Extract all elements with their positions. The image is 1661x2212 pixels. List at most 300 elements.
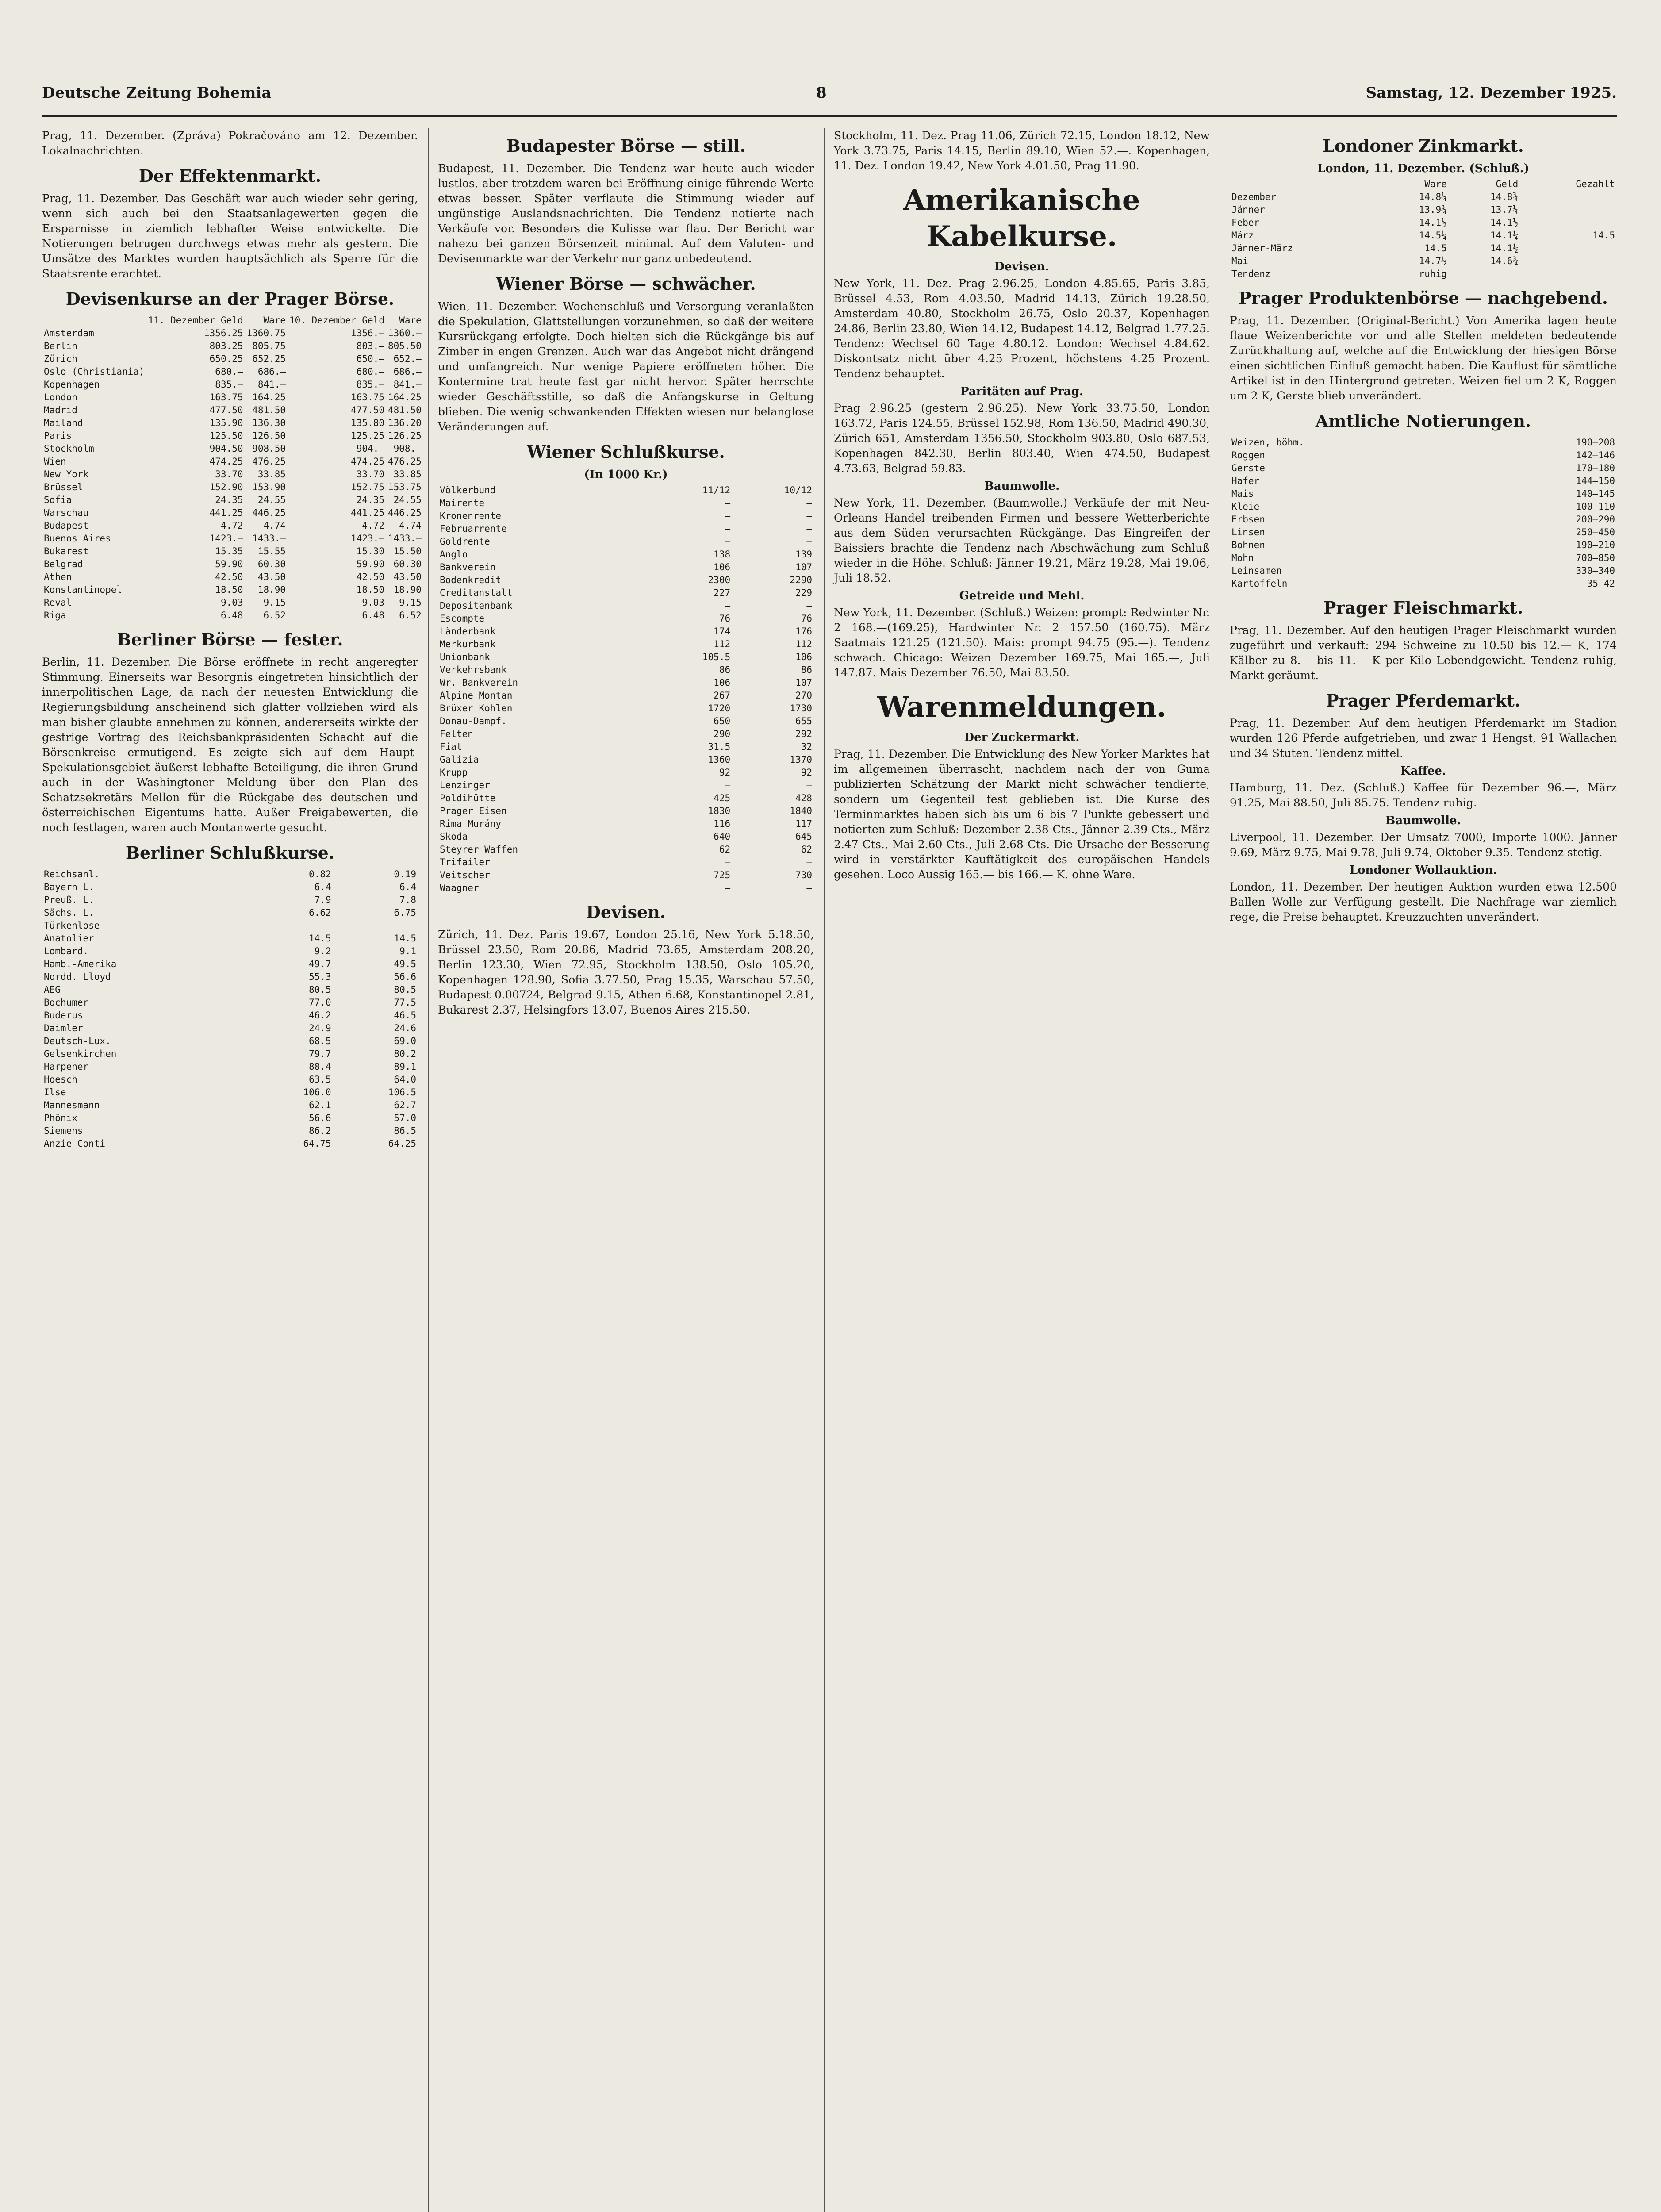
table-cell-value: 24.55 [393, 495, 422, 505]
table-row [42, 881, 418, 894]
table-row [438, 753, 814, 766]
table-cell-value: 15.35 [215, 546, 243, 557]
table-cell-value: 477.50 [351, 405, 384, 415]
table-cell-value: 474.25 [209, 456, 243, 467]
table-cell-label: Depositenbank [440, 600, 513, 611]
table-cell-label: Deutsch-Lux. [44, 1036, 111, 1046]
table-cell-value: 89.1 [394, 1061, 416, 1072]
table-cell-value: 476.25 [252, 456, 286, 467]
table-cell-value: 9.2 [314, 946, 331, 956]
table-cell-value: — [725, 600, 731, 611]
table-cell-value: ruhig [1419, 269, 1447, 279]
table-cell-value: 107 [795, 677, 812, 688]
table-cell-label: Anglo [440, 549, 468, 560]
table-cell-label: Leinsamen [1231, 565, 1282, 576]
wien-kurse-subheading: (In 1000 Kr.) [584, 468, 668, 481]
table-cell-value: 135.90 [209, 418, 243, 428]
table-cell-value: 42.50 [356, 572, 384, 582]
table-cell-value: 9.03 [220, 597, 243, 608]
zucker-text: Prag, 11. Dezember. Die Entwicklung des New Yorker Marktes hat im allgemeinen überrascht, nachdem nach der von Guma publizierten Schätzung der Markt nicht schwächer tendierte, sondern um Gegenteil fest geblieben ist. Die Kurse des Terminmarktes haben sich bis um 6 bis 7 Punkte gebessert und notierten zum Schluß: Dezember 2.38 Cts., Jänner 2.39 Cts., März 2.47 Cts., Mai 2.60 Cts., Juli 2.68 Cts. Die Ursache der Besserung wird in verstärkter Kauftätigkeit des europäischen Handels gesehen. Loco Aussig 165.— bis 166.— K. ohne Ware. [834, 748, 1210, 881]
page-number: 8 [816, 84, 827, 102]
table-cell-value: 136.30 [252, 418, 286, 428]
table-cell-value: 2300 [708, 575, 731, 585]
table-row [42, 365, 423, 378]
table-cell-value: 14.6¾ [1490, 256, 1519, 266]
table-cell-label: Donau-Dampf. [440, 716, 507, 726]
table-header-row [1230, 178, 1617, 191]
table-cell-label: Mailand [44, 418, 83, 428]
table-cell-value: 650.— [356, 353, 384, 364]
table-row [42, 1086, 418, 1099]
table-cell-value: 88.4 [309, 1061, 331, 1072]
table-cell-label: Amsterdam [44, 328, 94, 338]
table-cell-value: 15.55 [257, 546, 286, 557]
table-cell-value: 227 [714, 588, 731, 598]
table-cell-value: 69.0 [394, 1036, 416, 1046]
table-cell-value: 14.7½ [1419, 256, 1447, 266]
table-row [1230, 268, 1617, 280]
table-cell-value: 1360 [708, 754, 731, 765]
table-cell-value: 126.25 [387, 430, 422, 441]
table-row [438, 625, 814, 638]
effektenmarkt-text: Prag, 11. Dezember. Das Geschäft war auch wieder sehr gering, wenn sich auch bei den Staatsanlagewerten gegen die Ersparnisse in ziemlich lebhafter Weise entwickelte. Die Notierungen betrugen durchwegs etwas mehr als gestern. Die Umsätze des Marktes wurden hauptsächlich als Sperre für die Staatsrente erachtet. [42, 192, 418, 280]
table-row [438, 869, 814, 882]
table-cell-value: — [725, 883, 731, 893]
table-cell-value: 77.0 [309, 997, 331, 1008]
berlin-heading: Berliner Börse — fester. [117, 630, 343, 649]
table-cell-value: 803.25 [209, 341, 243, 351]
table-cell-value: 904.50 [209, 443, 243, 454]
table-cell-label: Reval [44, 597, 72, 608]
table-row [438, 715, 814, 728]
table-cell-label: Daimler [44, 1023, 83, 1033]
table-row [42, 1035, 418, 1048]
table-cell-label: Berlin [44, 341, 77, 351]
table-row [438, 548, 814, 561]
column-4 [1230, 128, 1617, 2212]
table-row [42, 1125, 418, 1137]
table-row [42, 1073, 418, 1086]
table-cell-value: 86.5 [394, 1125, 416, 1136]
table-cell-value: 64.75 [303, 1138, 331, 1149]
table-row [42, 596, 423, 609]
budapest-heading: Budapester Börse — still. [506, 136, 746, 156]
table-row [438, 638, 814, 651]
waren-heading: Warenmeldungen. [877, 691, 1166, 724]
table-cell-label: Februarrente [440, 523, 507, 534]
table-row [42, 894, 418, 906]
table-cell-value: 59.90 [215, 559, 243, 569]
table-cell-value: 292 [795, 729, 812, 739]
table-cell-value: 140—145 [1576, 488, 1615, 499]
table-cell-value: 645 [795, 831, 812, 842]
table-row [42, 958, 418, 971]
table-cell-value: 62.1 [309, 1100, 331, 1110]
table-cell-value [1449, 268, 1520, 280]
table-cell-value: 270 [795, 690, 812, 701]
produkten-text: Prag, 11. Dezember. (Original-Bericht.) Von Amerika lagen heute flaue Weizenberichte vor und alle Stellen meldeten bedeutende Zurückhaltung auf, welche auf die Entwicklung der hiesigen Börse einen sichtlichen Einfluß gemacht haben. Die Kauflust für sämtliche Artikel ist in den Hintergrund getreten. Weizen fiel um 2 K, Roggen um 2 K, Gerste blieb unverändert. [1230, 314, 1617, 402]
table-cell-label: Gerste [1231, 463, 1265, 473]
table-row [438, 497, 814, 510]
table-cell-value: 229 [795, 588, 812, 598]
table-cell-value: — [806, 523, 812, 534]
table-cell-label: Merkurbank [440, 639, 496, 649]
table-cell-label: Skoda [440, 831, 468, 842]
table-row [438, 651, 814, 664]
table-cell-value: 136.20 [387, 418, 422, 428]
table-cell-label: Mais [1231, 488, 1254, 499]
table-cell-value: 174 [714, 626, 731, 637]
table-row [42, 996, 418, 1009]
table-cell-label: Anatolier [44, 933, 94, 944]
stockholm-text: Stockholm, 11. Dez. Prag 11.06, Zürich 72.15, London 18.12, New York 3.73.75, Paris 14.15, Berlin 89.10, Wien 52.—. Kopenhagen, 11. Dez. London 19.42, New York 4.01.50, Prag 11.90. [834, 129, 1210, 172]
table-header-cell: 10. Dezember Geld [289, 315, 384, 326]
table-cell-value: 441.25 [351, 507, 384, 518]
wolle-text: London, 11. Dezember. Der heutigen Auktion wurden etwa 12.500 Ballen Wolle zur Verfügung gestellt. Die Nachfrage war ziemlich rege, die Preise behauptet. Kreuzzuchten unverändert. [1230, 880, 1617, 923]
table-cell-value: 6.62 [309, 907, 331, 918]
table-cell-value: 1356.25 [204, 328, 243, 338]
fleisch-heading: Prager Fleischmarkt. [1323, 598, 1523, 618]
table-cell-label: Athen [44, 572, 72, 582]
table-cell-label: Lenzinger [440, 780, 490, 791]
table-cell-label: Verkehrsbank [440, 664, 507, 675]
table-cell-value: 42.50 [215, 572, 243, 582]
devisen-text: New York, 11. Dez. Prag 2.96.25, London 4.85.65, Paris 3.85, Brüssel 4.53, Rom 4.03.50, Madrid 14.13, Zürich 19.28.50, Amsterdam 40.80, Stockholm 26.75, Oslo 20.37, Kopenhagen 24.86, Berlin 23.80, Wien 14.12, Budapest 14.12, Belgrad 1.77.25. Tendenz: Wechsel 60 Tage 4.80.12. London: Wechsel 4.84.62. Diskontsatz nicht über 4.25 Prozent, höchstens 4.25 Prozent. Tendenz behauptet. [834, 277, 1210, 380]
table-row [42, 455, 423, 468]
table-row [42, 417, 423, 430]
table-cell-value: 46.2 [309, 1010, 331, 1021]
table-row [1230, 449, 1617, 462]
table-cell-label: Paris [44, 430, 72, 441]
table-row [438, 664, 814, 676]
table-cell-label: Bodenkredit [440, 575, 502, 585]
table-cell-value: 163.75 [209, 392, 243, 403]
table-cell-label: Gelsenkirchen [44, 1048, 117, 1059]
table-cell-value: 1356.— [351, 328, 384, 338]
baumwolle-subheading: Baumwolle. [1385, 814, 1461, 827]
table-row [42, 545, 423, 558]
table-row [438, 792, 814, 805]
table-cell-label: Völkerbund [440, 485, 496, 495]
table-cell-value: 63.5 [309, 1074, 331, 1085]
table-cell-value: 14.5¼ [1419, 230, 1447, 241]
table-cell-value: 18.90 [393, 584, 422, 595]
table-cell-value: 700—850 [1576, 553, 1615, 563]
table-row [1230, 577, 1617, 590]
table-cell-value: 835.— [215, 379, 243, 390]
table-cell-value: 31.5 [708, 741, 731, 752]
table-row [1230, 436, 1617, 449]
table-cell-label: Stockholm [44, 443, 94, 454]
table-cell-value: 446.25 [252, 507, 286, 518]
table-header-cell [42, 314, 146, 327]
table-row [438, 561, 814, 574]
table-row [42, 391, 423, 404]
table-cell-value: 908.50 [252, 443, 286, 454]
table-cell-value: 652.25 [252, 353, 286, 364]
table-cell-label: Buderus [44, 1010, 83, 1021]
table-row [42, 327, 423, 340]
table-cell-label: Bohnen [1231, 540, 1265, 550]
table-cell-value [1520, 268, 1617, 280]
table-row [42, 932, 418, 945]
table-cell-value: 80.2 [394, 1048, 416, 1059]
table-cell-value [1520, 204, 1617, 216]
table-row [42, 609, 423, 622]
baumwolle-subheading: Baumwolle. [984, 480, 1060, 493]
table-row [438, 702, 814, 715]
table-row [42, 507, 423, 519]
table-cell-label: Weizen, böhm. [1231, 437, 1304, 448]
table-cell-value: 1433.— [387, 533, 422, 544]
zucker-subheading: Der Zuckermarkt. [964, 731, 1080, 744]
table-cell-value: 14.8¾ [1490, 192, 1519, 202]
wien-text: Wien, 11. Dezember. Wochenschluß und Versorgung veranlaßten die Spekulation, Glattstellungen vorzunehmen, so daß der weitere Kursrückgang erfolgte. Doch hielten sich die Rückgänge bis auf Zimber in engen Grenzen. Auch war das Angebot nicht drängend und umfangreich. Nur wenige Papiere eröffneten höher. Die Kontermine trat heute fast gar nicht hervor. Später herrschte wieder Geschäftsstille, so daß die Anfangskurse in Geltung blieben. Die wenig schwankenden Effekten wiesen nur belanglose Veränderungen auf. [438, 300, 814, 433]
table-cell-value: 14.5 [394, 933, 416, 944]
table-row [42, 558, 423, 571]
table-cell-value: 64.25 [388, 1138, 416, 1149]
table-cell-value: 425 [714, 793, 731, 803]
table-cell-value: 1423.— [209, 533, 243, 544]
table-cell-value: 474.25 [351, 456, 384, 467]
table-cell-value: 24.35 [356, 495, 384, 505]
table-cell-value: 13.9¾ [1419, 204, 1447, 215]
table-row [438, 779, 814, 792]
pferde-text: Prag, 11. Dezember. Auf dem heutigen Pferdemarkt im Stadion wurden 126 Pferde aufgetrieben, und zwar 1 Hengst, 91 Wallachen und 34 Stuten. Tendenz mittel. [1230, 717, 1617, 760]
table-cell-label: März [1231, 230, 1254, 241]
table-row [42, 868, 418, 881]
table-row [1230, 552, 1617, 565]
table-row [42, 340, 423, 353]
table-cell-value: 686.— [393, 366, 422, 377]
table-cell-value: 14.1½ [1490, 217, 1519, 228]
table-cell-label: Jänner [1231, 204, 1265, 215]
table-row [438, 766, 814, 779]
table-cell-value: 68.5 [309, 1036, 331, 1046]
wien-kurse-heading: Wiener Schlußkurse. [527, 442, 725, 462]
table-cell-label: Wr. Bankverein [440, 677, 518, 688]
table-cell-value: 57.0 [394, 1113, 416, 1123]
table-cell-label: Galizia [440, 754, 479, 765]
table-cell-label: New York [44, 469, 89, 480]
table-cell-value: 112 [795, 639, 812, 649]
table-row [1230, 242, 1617, 255]
table-header-cell: Ware [1424, 179, 1447, 189]
table-cell-value: 190—210 [1576, 540, 1615, 550]
table-cell-label: Madrid [44, 405, 77, 415]
table-cell-value: 18.50 [215, 584, 243, 595]
table-row [438, 599, 814, 612]
table-cell-label: Linsen [1231, 527, 1265, 538]
devisen-table-heading: Devisenkurse an der Prager Börse. [65, 289, 395, 309]
london-table [1230, 178, 1617, 280]
table-cell-value: 138 [714, 549, 731, 560]
table-row [438, 728, 814, 741]
table-cell-value: 441.25 [209, 507, 243, 518]
kaffee-text: Hamburg, 11. Dez. (Schluß.) Kaffee für Dezember 96.—, März 91.25, Mai 88.50, Juli 85.75. Tendenz ruhig. [1230, 781, 1617, 809]
table-row [438, 741, 814, 753]
table-row [438, 882, 814, 895]
table-cell-label: Mairente [440, 498, 485, 508]
fleisch-text: Prag, 11. Dezember. Auf den heutigen Prager Fleischmarkt wurden zugeführt und verkauft: 294 Schweine zu 10.50 bis 12.— K, 174 Kälber zu 8.— bis 11.— K per Kilo Lebendgewicht. Tendenz ruhig, Markt geräumt. [1230, 624, 1617, 682]
table-cell-value: 92 [719, 767, 731, 778]
table-cell-value: 49.5 [394, 959, 416, 969]
page-header [42, 84, 1617, 115]
table-cell-value: 35—42 [1587, 578, 1615, 589]
table-cell-label: Türkenlose [44, 920, 100, 931]
table-row [438, 574, 814, 587]
table-row [42, 1112, 418, 1125]
table-cell-value: 24.35 [215, 495, 243, 505]
table-cell-value: 18.90 [257, 584, 286, 595]
table-cell-value: 9.15 [399, 597, 422, 608]
table-cell-label: Waagner [440, 883, 479, 893]
table-cell-value: 46.5 [394, 1010, 416, 1021]
table-cell-value: 15.30 [356, 546, 384, 557]
table-cell-label: Anzie Conti [44, 1138, 106, 1149]
table-header-cell: Ware [399, 315, 422, 326]
table-cell-value: 730 [795, 870, 812, 880]
table-cell-value: 190—208 [1576, 437, 1615, 448]
table-cell-value: 0.82 [309, 869, 331, 879]
table-cell-label: Mannesmann [44, 1100, 100, 1110]
table-cell-value: — [806, 883, 812, 893]
table-cell-value: 126.50 [252, 430, 286, 441]
amtliche-heading: Amtliche Notierungen. [1315, 411, 1531, 431]
table-cell-label: Alpine Montan [440, 690, 513, 701]
table-cell-label: Belgrad [44, 559, 83, 569]
london-heading: Londoner Zinkmarkt. [1323, 136, 1524, 156]
table-header-cell: Ware [263, 315, 286, 326]
table-cell-label: Kronenrente [440, 511, 502, 521]
table-cell-value: 163.75 [351, 392, 384, 403]
table-cell-value: 125.50 [209, 430, 243, 441]
table-row [42, 378, 423, 391]
table-row [42, 1137, 418, 1150]
table-cell-value: 650 [714, 716, 731, 726]
table-cell-label: Bankverein [440, 562, 496, 572]
column-3 [834, 128, 1210, 2212]
table-cell-value: 106.5 [388, 1087, 416, 1098]
table-cell-value: 49.7 [309, 959, 331, 969]
table-cell-value: — [725, 523, 731, 534]
table-cell-value: 4.72 [362, 520, 384, 531]
table-cell-label: Sofia [44, 495, 72, 505]
table-cell-value: 79.7 [309, 1048, 331, 1059]
table-cell-value: 805.75 [252, 341, 286, 351]
table-cell-value: 9.03 [362, 597, 384, 608]
table-row [42, 532, 423, 545]
table-cell-value: 9.15 [263, 597, 286, 608]
table-cell-label: Reichsanl. [44, 869, 100, 879]
table-cell-value: 841.— [257, 379, 286, 390]
table-cell-value: — [806, 600, 812, 611]
table-cell-value: 164.25 [387, 392, 422, 403]
table-header-cell: Gezahlt [1576, 179, 1615, 189]
table-cell-value: 62 [719, 844, 731, 855]
table-row [438, 805, 814, 818]
table-cell-value: 125.25 [351, 430, 384, 441]
table-cell-value: 10/12 [784, 485, 812, 495]
table-cell-value: 152.90 [209, 482, 243, 492]
table-cell-value: 32 [801, 741, 812, 752]
table-row [438, 856, 814, 869]
table-cell-value: 112 [714, 639, 731, 649]
table-row [42, 919, 418, 932]
table-row [42, 1009, 418, 1022]
table-cell-value: 6.4 [399, 882, 416, 892]
table-row [42, 971, 418, 983]
table-cell-value: 200—290 [1576, 514, 1615, 525]
devisen-table [42, 314, 423, 622]
table-cell-label: Mohn [1231, 553, 1254, 563]
table-cell-value: 428 [795, 793, 812, 803]
issue-date: Samstag, 12. Dezember 1925. [1366, 84, 1617, 102]
table-cell-value: 290 [714, 729, 731, 739]
table-row [1230, 565, 1617, 577]
table-cell-label: Creditanstalt [440, 588, 513, 598]
table-cell-value: 908.— [393, 443, 422, 454]
table-cell-label: Bukarest [44, 546, 89, 557]
table-cell-value: 76 [801, 613, 812, 624]
table-row [1230, 526, 1617, 539]
table-cell-value: 250—450 [1576, 527, 1615, 538]
table-cell-value: 86.2 [309, 1125, 331, 1136]
table-cell-value: 107 [795, 562, 812, 572]
table-cell-label: Nordd. Lloyd [44, 972, 111, 982]
table-row [1230, 513, 1617, 526]
table-cell-value: 18.50 [356, 584, 384, 595]
table-cell-value: — [326, 920, 331, 931]
table-cell-value: 7.9 [314, 895, 331, 905]
table-cell-value: 14.8¼ [1419, 192, 1447, 202]
table-row [438, 484, 814, 497]
table-cell-value: 680.— [215, 366, 243, 377]
newspaper-page [42, 66, 1617, 2212]
table-cell-value: 13.7¼ [1490, 204, 1519, 215]
table-cell-label: Trifailer [440, 857, 490, 868]
table-header-cell [1230, 178, 1377, 191]
table-row [42, 404, 423, 417]
wolle-subheading: Londoner Wollauktion. [1349, 864, 1497, 877]
table-cell-value: 33.70 [356, 469, 384, 480]
table-cell-value: 15.50 [393, 546, 422, 557]
table-cell-value: 6.75 [394, 907, 416, 918]
table-cell-value: 55.3 [309, 972, 331, 982]
table-cell-value: 1830 [708, 806, 731, 816]
table-cell-value: 24.9 [309, 1023, 331, 1033]
table-cell-label: Brüxer Kohlen [440, 703, 513, 714]
table-cell-value: — [806, 780, 812, 791]
table-cell-value: 60.30 [257, 559, 286, 569]
table-cell-value: 59.90 [356, 559, 384, 569]
table-cell-value: 62.7 [394, 1100, 416, 1110]
table-cell-value: 80.5 [309, 984, 331, 995]
table-cell-label: Hafer [1231, 476, 1260, 486]
devisen-heading: Devisen. [586, 902, 666, 922]
table-cell-label: Kopenhagen [44, 379, 100, 390]
table-row [42, 519, 423, 532]
table-cell-value: 153.90 [252, 482, 286, 492]
table-cell-label: AEG [44, 984, 61, 995]
table-cell-label: Wien [44, 456, 66, 467]
table-cell-value: 43.50 [393, 572, 422, 582]
table-cell-value [1520, 255, 1617, 268]
table-cell-value: 14.1½ [1419, 217, 1447, 228]
table-cell-value: 33.85 [257, 469, 286, 480]
table-cell-value: 803.— [356, 341, 384, 351]
table-cell-value: — [725, 780, 731, 791]
